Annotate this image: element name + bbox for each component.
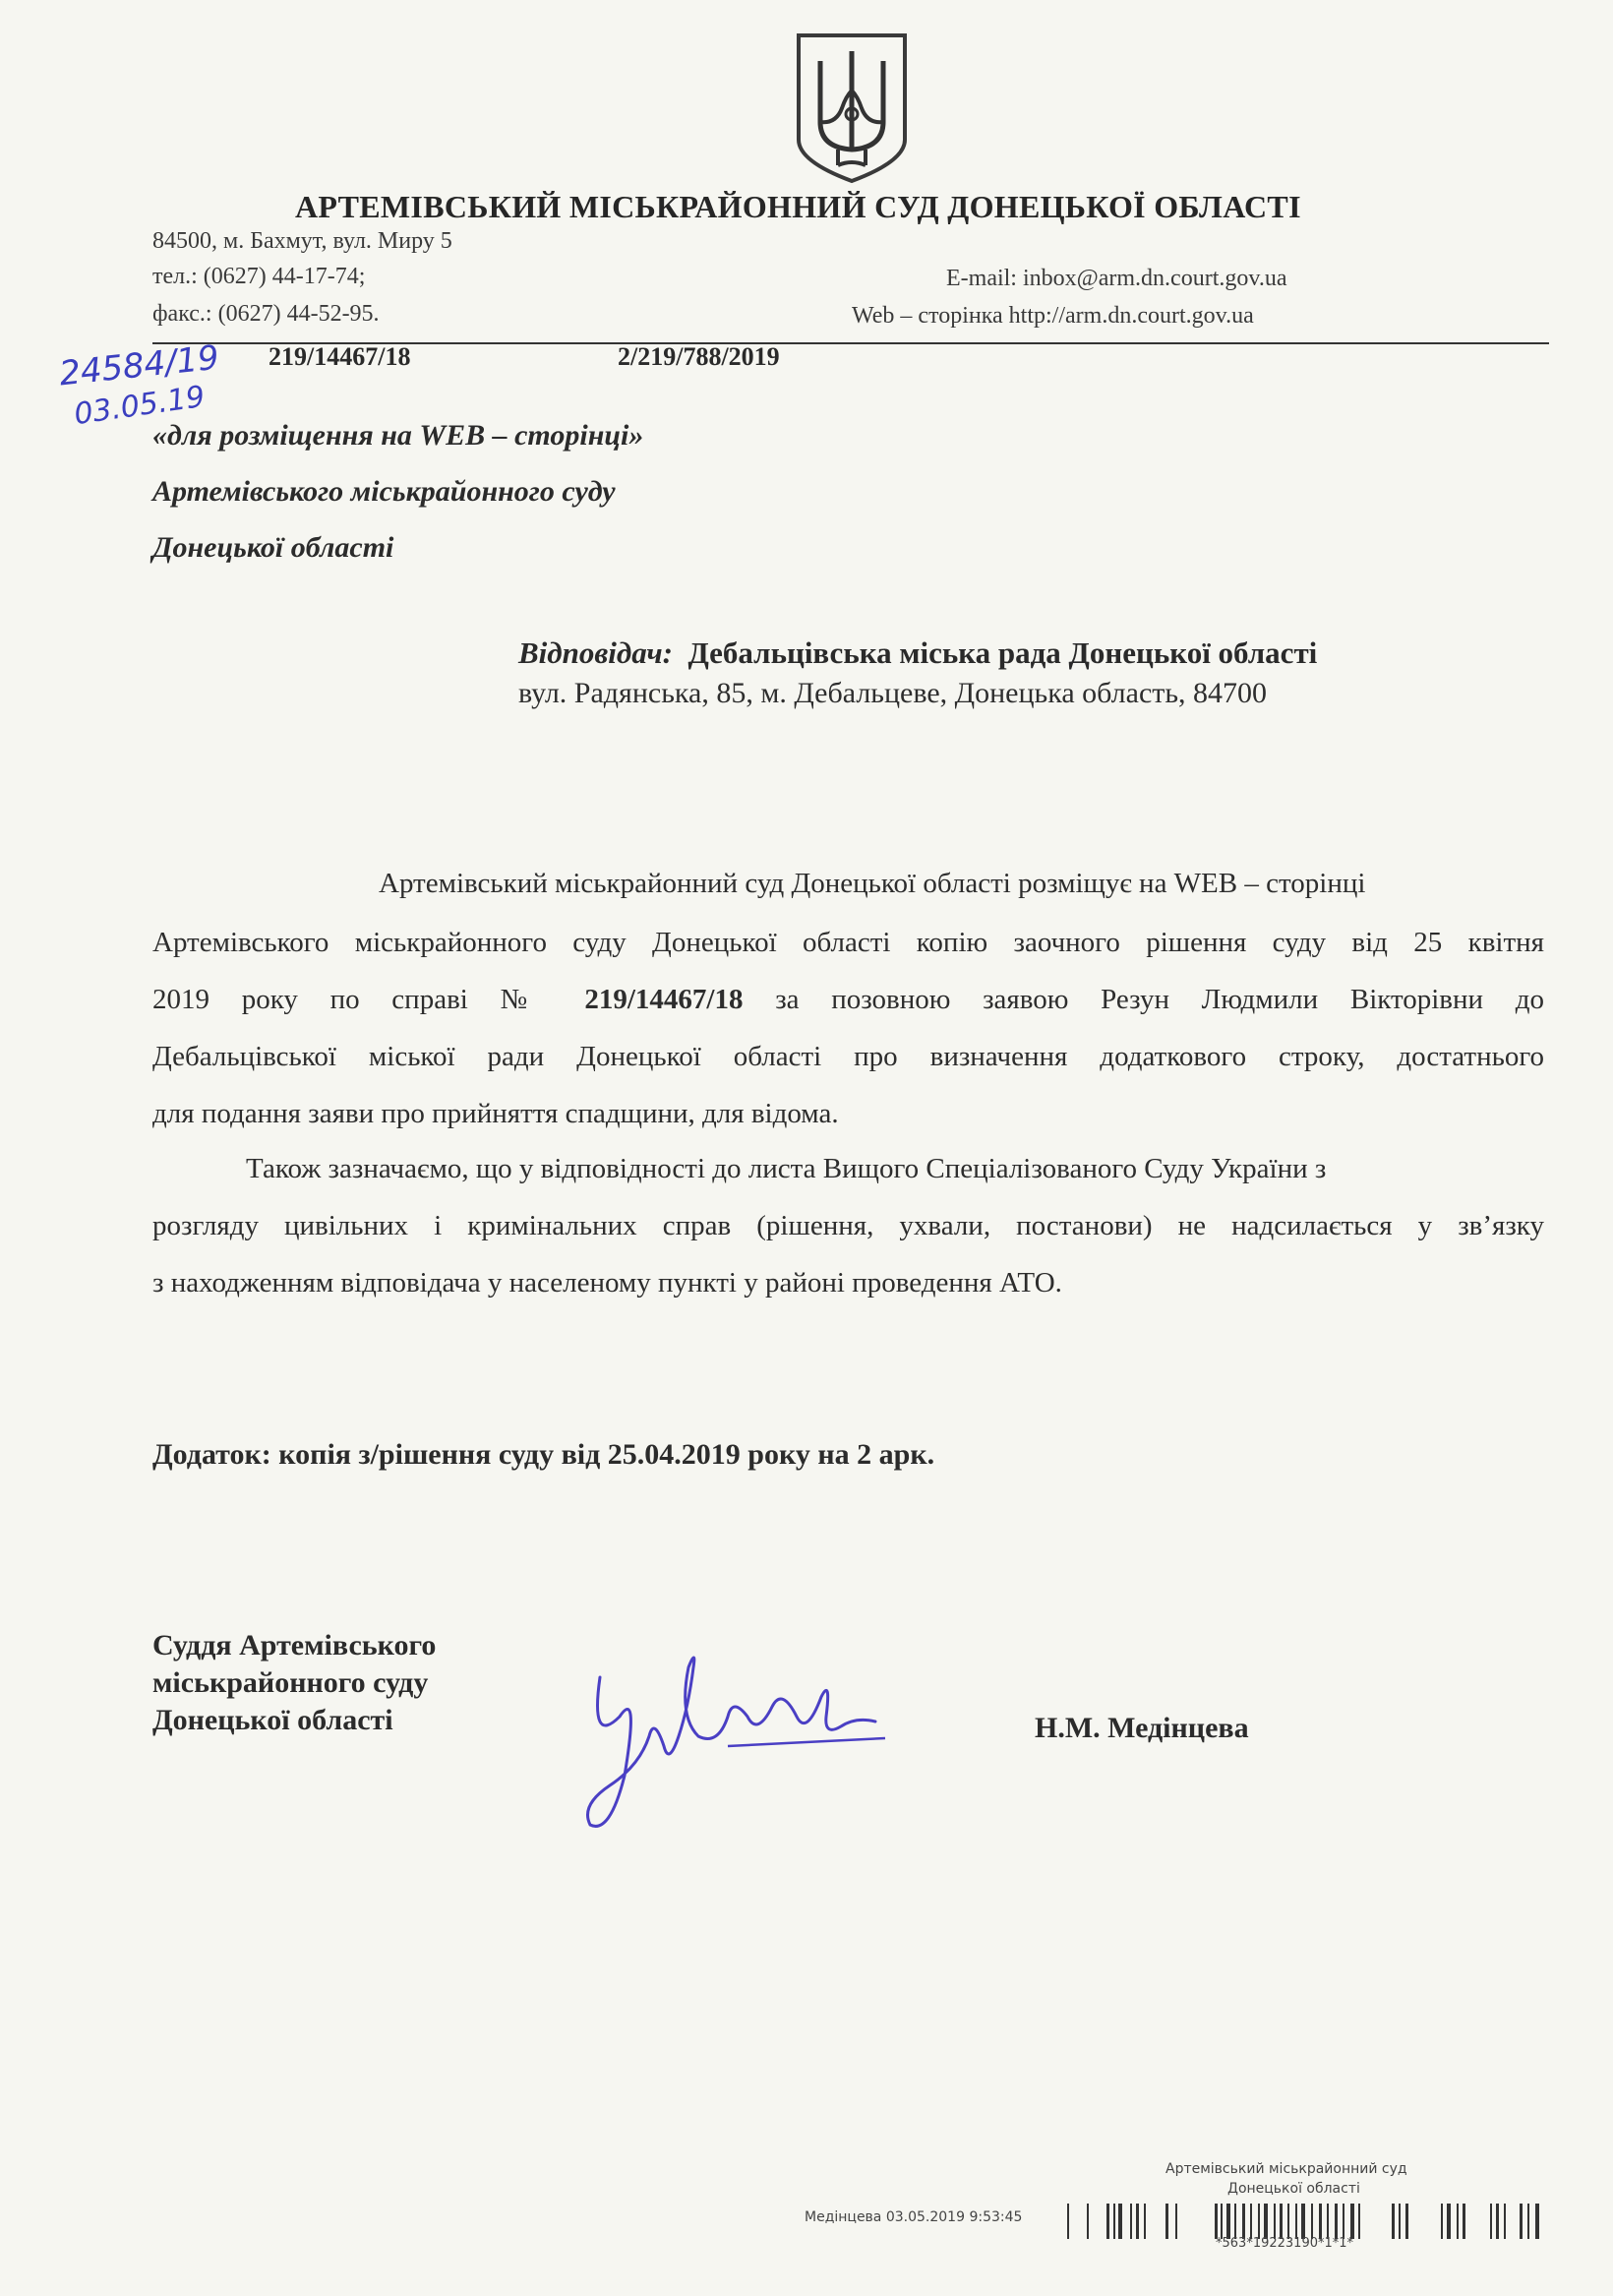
paragraph1-case-number: 219/14467/18 xyxy=(584,984,744,1015)
respondent-line xyxy=(518,635,1317,671)
court-name-heading: АРТЕМІВСЬКИЙ МІСЬКРАЙОННИЙ СУД ДОНЕЦЬКОЇ ОБЛАСТІ xyxy=(295,189,1301,224)
handwritten-signature xyxy=(580,1628,895,1844)
handwritten-reg-number: 24584/19 xyxy=(57,337,221,394)
case-number: 219/14467/18 xyxy=(269,342,411,371)
stamp-signer-datetime: Медінцева 03.05.2019 9:53:45 xyxy=(805,2209,1023,2225)
judge-title-line-2: міськрайонного суду xyxy=(152,1666,429,1699)
addressee-line-1: «для розміщення на WEB – сторінці» xyxy=(152,419,644,452)
barcode-text: *563*19223190*1*1* xyxy=(1216,2236,1354,2251)
respondent-address: вул. Радянська, 85, м. Дебальцеве, Донецька область, 84700 xyxy=(518,677,1268,709)
paragraph2-line2: розгляду цивільних і кримінальних справ (рішення, ухвали, постанови) не надсилається у зв’язку xyxy=(152,1210,1544,1241)
paragraph1-line2: Артемівського міськрайонного суду Донецької області копію заочного рішення суду від 25 квітня xyxy=(152,927,1544,958)
court-email: E-mail: inbox@arm.dn.court.gov.ua xyxy=(946,266,1287,291)
paragraph1-line1-text: Артемівський міськрайонний суд Донецької області розміщує на WEB – сторінці xyxy=(379,868,1366,899)
paragraph2-line3: з находженням відповідача у населеному пункті у районі проведення АТО. xyxy=(152,1267,1062,1299)
court-fax: факс.: (0627) 44-52-95. xyxy=(152,301,380,327)
paragraph1-line1 xyxy=(379,868,1365,913)
judge-name: Н.М. Медінцева xyxy=(1035,1712,1249,1744)
judge-title-line-1: Суддя Артемівського xyxy=(152,1629,437,1662)
court-phone: тел.: (0627) 44-17-74; xyxy=(152,264,366,289)
addressee-line-2: Артемівського міськрайонного суду xyxy=(152,475,616,508)
paragraph1-line3-post: за позовною заявою Резун Людмили Вікторівни до xyxy=(775,984,1544,1015)
proceeding-number: 2/219/788/2019 xyxy=(618,342,780,371)
addressee-line-3: Донецької області xyxy=(152,531,394,564)
court-website: Web – сторінка http://arm.dn.court.gov.ua xyxy=(852,303,1254,329)
respondent-label: Відповідач: xyxy=(518,635,673,670)
judge-title-line-3: Донецької області xyxy=(152,1704,393,1736)
paragraph1-line5: для подання заяви про прийняття спадщини, для відома. xyxy=(152,1098,839,1129)
barcode-icon xyxy=(1067,2204,1544,2239)
court-address: 84500, м. Бахмут, вул. Миру 5 xyxy=(152,228,452,254)
stamp-org-line-2: Донецької області xyxy=(1227,2181,1360,2197)
paragraph1-line4: Дебальцівської міської ради Донецької області про визначення додаткового строку, достатнього xyxy=(152,1041,1544,1072)
paragraph2-line1: Також зазначаємо, що у відповідності до листа Вищого Спеціалізованого Суду України з xyxy=(246,1153,1327,1184)
respondent-name: Дебальцівська міська рада Донецької області xyxy=(687,635,1318,670)
stamp-org-line-1: Артемівський міськрайонний суд xyxy=(1165,2161,1407,2177)
attachment-note: Додаток: копія з/рішення суду від 25.04.2019 року на 2 арк. xyxy=(152,1438,935,1471)
paragraph1-line3-pre: 2019 року по справі № xyxy=(152,984,553,1015)
state-emblem-icon xyxy=(793,31,911,185)
paragraph1-line3 xyxy=(152,984,1544,1029)
handwritten-date: 03.05.19 xyxy=(72,379,208,433)
